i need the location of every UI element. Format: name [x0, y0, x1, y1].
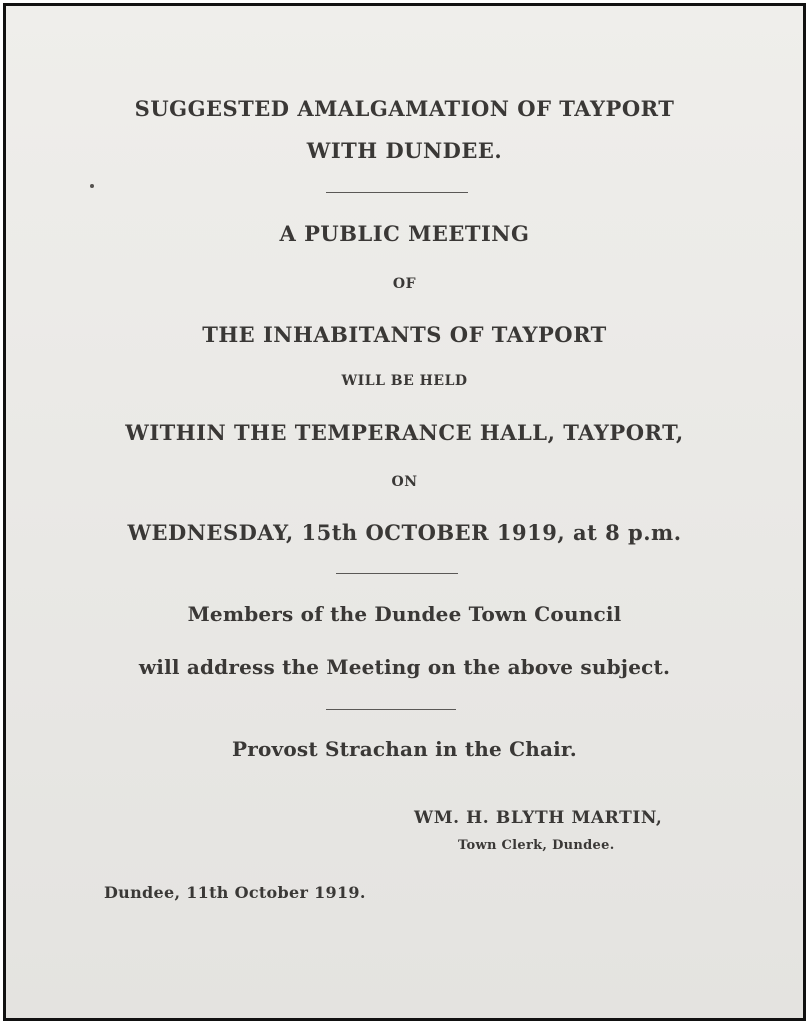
title-line-2: WITH DUNDEE.	[306, 138, 503, 163]
on-line: ON	[391, 474, 418, 490]
document-frame	[3, 3, 806, 1021]
meeting-heading: A PUBLIC MEETING	[279, 221, 530, 246]
divider-1	[326, 192, 468, 193]
divider-2	[336, 573, 458, 574]
inhabitants-line: THE INHABITANTS OF TAYPORT	[202, 322, 607, 347]
will-be-held-line: WILL BE HELD	[341, 373, 468, 389]
date-time-line: WEDNESDAY, 15th OCTOBER 1919, at 8 p.m.	[127, 520, 682, 545]
of-line: OF	[392, 276, 417, 292]
signatory-name: WM. H. BLYTH MARTIN,	[414, 808, 663, 828]
issue-date-line: Dundee, 11th October 1919.	[104, 883, 366, 902]
paper-sheet	[6, 6, 803, 1018]
ink-speck	[90, 184, 94, 188]
divider-3	[326, 709, 456, 710]
members-line-2: will address the Meeting on the above subject.	[138, 655, 671, 679]
venue-line: WITHIN THE TEMPERANCE HALL, TAYPORT,	[125, 420, 684, 445]
signatory-title: Town Clerk, Dundee.	[458, 838, 615, 853]
title-line-1: SUGGESTED AMALGAMATION OF TAYPORT	[134, 96, 675, 121]
members-line-1: Members of the Dundee Town Council	[187, 602, 622, 626]
chair-line: Provost Strachan in the Chair.	[232, 737, 577, 761]
